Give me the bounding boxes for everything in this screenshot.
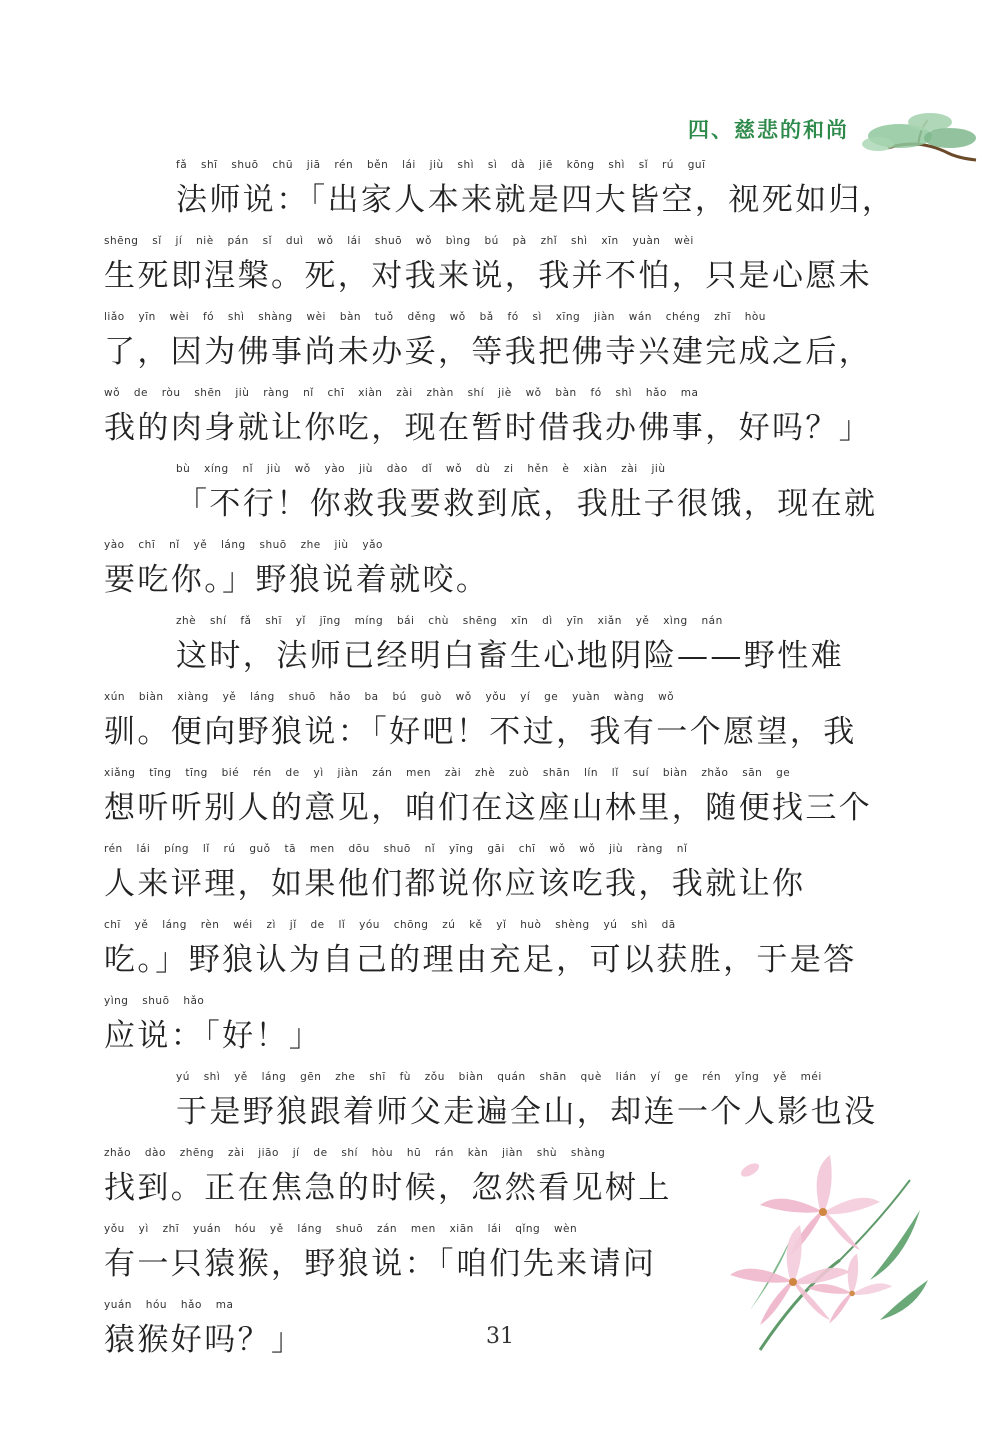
- text-line: [104, 386, 904, 462]
- text-content: 我的肉身就让你吃，现在暂时借我办佛事，好吗？」: [104, 410, 873, 446]
- text-content: 驯。便向野狼说：「好吧！不过，我有一个愿望，我: [104, 714, 857, 750]
- text-content: 吃。」野狼认为自己的理由充足，可以获胜，于是答: [104, 942, 857, 978]
- text-content: 有一只猿猴，野狼说：「咱们先来请问: [104, 1246, 657, 1282]
- text-line: [104, 538, 904, 614]
- pinyin-annotation: chī yě láng rèn wéi zì jǐ de lǐ yóu chōng zú kě yǐ huò shèng yú shì dā: [104, 919, 676, 931]
- text-line: [176, 158, 904, 234]
- text-content: 了，因为佛事尚未办妥，等我把佛寺兴建完成之后，: [104, 334, 873, 370]
- pinyin-annotation: zhǎo dào zhēng zài jiāo jí de shí hòu hū rán kàn jiàn shù shàng: [104, 1147, 606, 1159]
- text-content: 找到。正在焦急的时候，忽然看见树上: [104, 1170, 672, 1206]
- pinyin-annotation: rén lái píng lǐ rú guǒ tā men dōu shuō nǐ yīng gāi chī wǒ wǒ jiù ràng nǐ: [104, 843, 688, 855]
- text-line: [104, 994, 904, 1070]
- pinyin-annotation: yǒu yì zhī yuán hóu yě láng shuō zán men xiān lái qǐng wèn: [104, 1223, 578, 1235]
- pine-branch-icon: [858, 108, 983, 163]
- text-content: 生死即涅槃。死，对我来说，我并不怕，只是心愿未: [104, 258, 873, 294]
- pinyin-annotation: xún biàn xiàng yě láng shuō hǎo ba bú guò wǒ yǒu yí ge yuàn wàng wǒ: [104, 691, 675, 703]
- text-content: 于是野狼跟着师父走遍全山，却连一个人影也没: [176, 1094, 878, 1130]
- chapter-title: 四、慈悲的和尚: [688, 118, 849, 142]
- text-line: [104, 310, 904, 386]
- text-line: [176, 1070, 904, 1146]
- pinyin-annotation: yìng shuō hǎo: [104, 995, 205, 1007]
- text-line: [104, 234, 904, 310]
- pinyin-annotation: shēng sǐ jí niè pán sǐ duì wǒ lái shuō wǒ bìng bú pà zhǐ shì xīn yuàn wèi: [104, 235, 694, 247]
- text-content: 法师说：「出家人本来就是四大皆空，视死如归，: [176, 182, 896, 218]
- text-content: 「不行！你救我要救到底，我肚子很饿，现在就: [176, 486, 878, 522]
- pinyin-annotation: zhè shí fǎ shī yǐ jīng míng bái chù shēng xīn dì yīn xiǎn yě xìng nán: [176, 615, 723, 627]
- pinyin-annotation: fǎ shī shuō chū jiā rén běn lái jiù shì sì dà jiē kōng shì sǐ rú guī: [176, 159, 706, 171]
- text-content: 要吃你。」野狼说着就咬。: [104, 562, 490, 598]
- text-line: [104, 842, 904, 918]
- pinyin-annotation: yuán hóu hǎo ma: [104, 1299, 234, 1311]
- text-line: [104, 766, 904, 842]
- text-content: 人来评理，如果他们都说你应该吃我，我就让你: [104, 866, 806, 902]
- text-content: 这时，法师已经明白畜生心地阴险——野性难: [176, 638, 844, 674]
- text-content: 猿猴好吗？」: [104, 1322, 305, 1358]
- pinyin-annotation: bù xíng nǐ jiù wǒ yào jiù dào dǐ wǒ dù zi hěn è xiàn zài jiù: [176, 463, 666, 475]
- text-line: [176, 614, 904, 690]
- pinyin-annotation: yú shì yě láng gēn zhe shī fù zǒu biàn quán shān què lián yí ge rén yǐng yě méi: [176, 1071, 822, 1083]
- text-content: 应说：「好！」: [104, 1018, 323, 1054]
- pinyin-annotation: yào chī nǐ yě láng shuō zhe jiù yǎo: [104, 539, 383, 551]
- text-line: [176, 462, 904, 538]
- text-line: [104, 918, 904, 994]
- text-line: [104, 1222, 704, 1298]
- pinyin-annotation: liǎo yīn wèi fó shì shàng wèi bàn tuǒ děng wǒ bǎ fó sì xīng jiàn wán chéng zhī hòu: [104, 311, 766, 323]
- pinyin-annotation: xiǎng tīng tīng bié rén de yì jiàn zán men zài zhè zuò shān lín lǐ suí biàn zhǎo sān ge: [104, 767, 791, 779]
- text-content: 想听听别人的意见，咱们在这座山林里，随便找三个: [104, 790, 873, 826]
- text-line: [104, 690, 904, 766]
- text-line: [104, 1146, 704, 1222]
- pinyin-annotation: wǒ de ròu shēn jiù ràng nǐ chī xiàn zài zhàn shí jiè wǒ bàn fó shì hǎo ma: [104, 387, 699, 399]
- page-number: 31: [486, 1324, 514, 1349]
